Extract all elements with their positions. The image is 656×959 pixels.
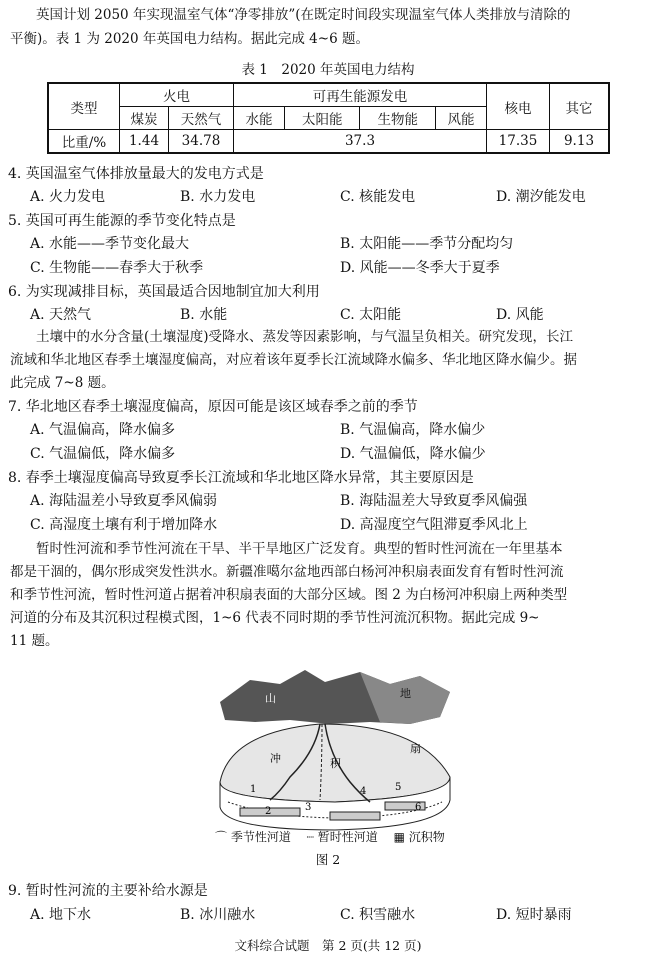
- th-bio: 生物能: [360, 107, 436, 130]
- q7-stem: 7. 华北地区春季土壤湿度偏高，原因可能是该区域春季之前的季节: [8, 399, 418, 415]
- layer-number: 1: [250, 784, 257, 795]
- q7-d: D. 气温偏低，降水偏少: [340, 446, 486, 462]
- q5-b: B. 太阳能——季节分配均匀: [340, 236, 514, 252]
- q8-a: A. 海陆温差小导致夏季风偏弱: [30, 493, 218, 509]
- th-other: 其它: [550, 83, 610, 130]
- seasonal-channel-icon: ⌒: [215, 830, 231, 844]
- q9-a: A. 地下水: [30, 907, 92, 923]
- fan-label: 积: [330, 757, 341, 770]
- q4-b: B. 水力发电: [180, 189, 256, 205]
- layer-number: 3: [305, 802, 312, 813]
- th-gas: 天然气: [169, 107, 234, 130]
- val-gas: 34.78: [169, 130, 234, 154]
- intro2-line2: 流域和华北地区春季土壤湿度偏高，对应着该年夏季长江流域降水偏多、华北地区降水偏少。据: [10, 352, 577, 368]
- layer-number: 2: [265, 806, 272, 817]
- legend-seasonal: 季节性河道: [230, 830, 291, 844]
- intro1-line2: 平衡)。表 1 为 2020 年英国电力结构。据此完成 4~6 题。: [10, 31, 369, 47]
- intro3-line2: 都是干涸的，偶尔形成突发性洪水。新疆准噶尔盆地西部白杨河冲积扇表面发育有暂时性河流: [10, 564, 564, 580]
- th-renew: 可再生能源发电: [234, 83, 487, 107]
- intro2-line3: 此完成 7~8 题。: [10, 375, 115, 391]
- q9-d: D. 短时暴雨: [496, 907, 572, 923]
- fan-label: 扇: [410, 742, 421, 755]
- q8-d: D. 高湿度空气阻滞夏季风北上: [340, 517, 528, 533]
- sediment-block: [330, 812, 380, 820]
- intro3-line4: 河道的分布及其沉积过程模式图，1~6 代表不同时期的季节性河流沉积物。据此完成 9~: [10, 610, 540, 626]
- layer-number: 4: [360, 786, 367, 797]
- q6-b: B. 水能: [180, 307, 228, 323]
- temporary-channel-icon: ┈: [294, 830, 318, 844]
- figure-caption: 图 2: [315, 852, 341, 867]
- th-fire: 火电: [120, 83, 234, 107]
- q8-b: B. 海陆温差大导致夏季风偏强: [340, 493, 528, 509]
- intro3-line3: 和季节性河流，暂时性河道占据着冲积扇表面的大部分区域。图 2 为白杨河冲积扇上两种类型: [10, 587, 568, 603]
- layer-number: 5: [395, 782, 402, 793]
- page-footer: 文科综合试题 第 2 页(共 12 页): [234, 938, 422, 953]
- q9-stem: 9. 暂时性河流的主要补给水源是: [8, 883, 208, 899]
- intro2-line1: 土壤中的水分含量(土壤湿度)受降水、蒸发等因素影响，与气温呈负相关。研究发现，长江: [36, 329, 574, 345]
- q6-a: A. 天然气: [30, 307, 92, 323]
- q6-stem: 6. 为实现减排目标，英国最适合因地制宜加大利用: [8, 284, 320, 300]
- th-type: 类型: [48, 83, 120, 130]
- layer-number: 6: [415, 802, 422, 813]
- intro3-line1: 暂时性河流和季节性河流在干旱、半干旱地区广泛发育。典型的暂时性河流在一年里基本: [36, 541, 563, 557]
- q7-a: A. 气温偏高，降水偏多: [30, 422, 176, 438]
- val-renew: 37.3: [234, 130, 487, 154]
- table-caption: 表 1 2020 年英国电力结构: [241, 62, 415, 78]
- alluvial-fan-diagram: [210, 652, 460, 852]
- q4-d: D. 潮汐能发电: [496, 189, 586, 205]
- sediment-icon: ▦: [381, 830, 409, 844]
- figure-legend: [215, 828, 445, 845]
- q7-b: B. 气温偏高，降水偏少: [340, 422, 486, 438]
- q4-c: C. 核能发电: [340, 189, 416, 205]
- intro3-line5: 11 题。: [10, 633, 59, 649]
- intro1-line1: 英国计划 2050 年实现温室气体“净零排放”(在既定时间段实现温室气体人类排放与清除的: [36, 7, 571, 23]
- row-label: 比重/%: [48, 130, 120, 154]
- q6-c: C. 太阳能: [340, 307, 402, 323]
- q8-c: C. 高湿度土壤有利于增加降水: [30, 517, 218, 533]
- q5-stem: 5. 英国可再生能源的季节变化特点是: [8, 213, 236, 229]
- q8-stem: 8. 春季土壤湿度偏高导致夏季长江流域和华北地区降水异常，其主要原因是: [8, 470, 474, 486]
- th-coal: 煤炭: [120, 107, 169, 130]
- q7-c: C. 气温偏低，降水偏多: [30, 446, 176, 462]
- q4-stem: 4. 英国温室气体排放量最大的发电方式是: [8, 166, 264, 182]
- val-other: 9.13: [550, 130, 610, 154]
- q5-d: D. 风能——冬季大于夏季: [340, 260, 500, 276]
- th-solar: 太阳能: [284, 107, 360, 130]
- q6-d: D. 风能: [496, 307, 544, 323]
- fan-label: 冲: [270, 752, 281, 765]
- power-structure-table: [47, 82, 610, 154]
- legend-sediment: 沉积物: [408, 830, 445, 844]
- q4-a: A. 火力发电: [30, 189, 106, 205]
- legend-temporary: 暂时性河道: [317, 830, 378, 844]
- th-wind: 风能: [436, 107, 487, 130]
- val-nuclear: 17.35: [487, 130, 550, 154]
- q5-c: C. 生物能——春季大于秋季: [30, 260, 204, 276]
- q9-c: C. 积雪融水: [340, 907, 416, 923]
- val-coal: 1.44: [120, 130, 169, 154]
- th-hydro: 水能: [234, 107, 285, 130]
- q9-b: B. 冰川融水: [180, 907, 256, 923]
- q5-a: A. 水能——季节变化最大: [30, 236, 190, 252]
- mountain-label: 山: [265, 692, 276, 705]
- th-nuclear: 核电: [487, 83, 550, 130]
- mountain-label: 地: [400, 687, 411, 700]
